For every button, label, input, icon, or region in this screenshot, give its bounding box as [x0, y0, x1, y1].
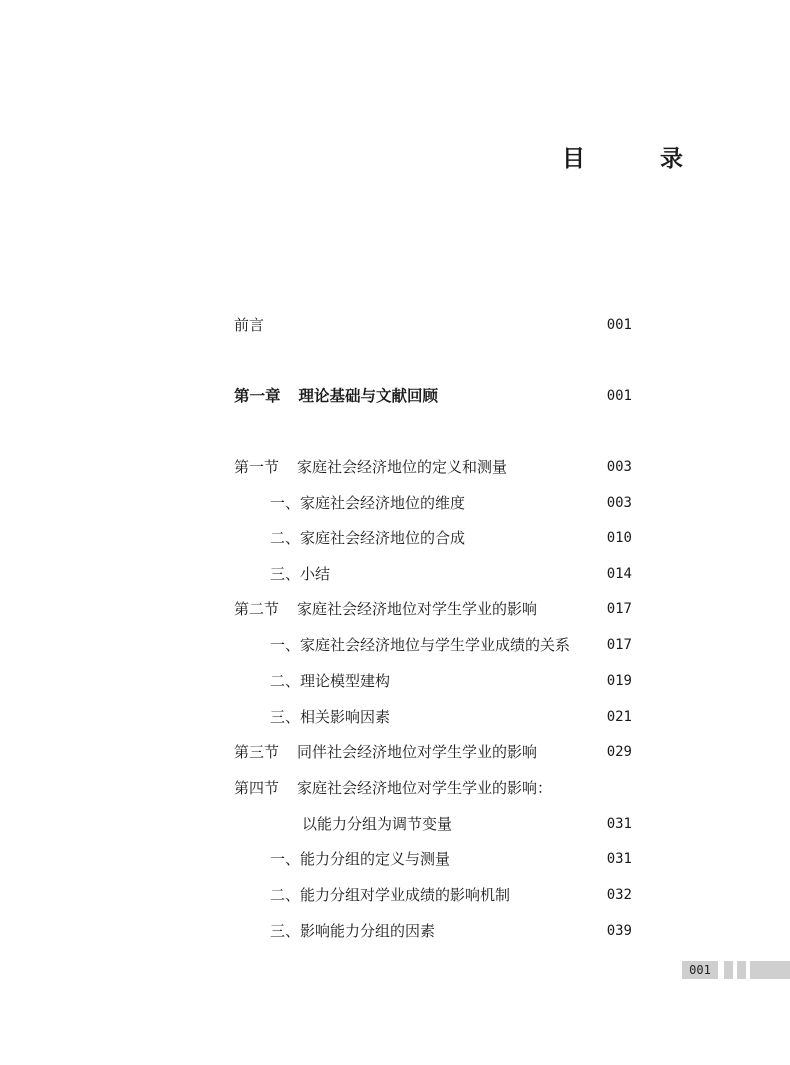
section-number: 第二节 [234, 600, 280, 618]
toc-label: 一、家庭社会经济地位与学生学业成绩的关系 [270, 636, 571, 654]
toc-page-number: 021 [606, 709, 632, 725]
toc-page-number: 001 [606, 317, 632, 333]
toc-page-number: 017 [606, 601, 632, 617]
footer-page-number: 001 [682, 961, 718, 979]
toc-page-number: 029 [606, 744, 632, 760]
toc-label: 二、能力分组对学业成绩的影响机制 [270, 886, 511, 904]
toc-label: 同伴社会经济地位对学生学业的影响 [297, 743, 538, 761]
toc-label: 一、能力分组的定义与测量 [270, 850, 451, 868]
toc-entry-section-4[interactable] [234, 776, 632, 800]
toc-entry-section-1[interactable] [234, 455, 632, 479]
toc-entry-item[interactable] [234, 526, 632, 550]
toc-entry-section-3[interactable] [234, 740, 632, 764]
toc-entry-item[interactable] [234, 705, 632, 729]
toc-entry-item[interactable] [234, 633, 632, 657]
toc-page-number: 032 [606, 887, 632, 903]
toc-label: 三、影响能力分组的因素 [270, 922, 436, 940]
toc-entry-section-2[interactable] [234, 597, 632, 621]
toc-entry-preface[interactable] [234, 313, 632, 337]
footer-bar [750, 961, 790, 979]
toc-label: 以能力分组为调节变量 [302, 815, 453, 833]
footer-bar [724, 961, 733, 979]
toc-entry-item[interactable] [234, 669, 632, 693]
toc-entry-item[interactable] [234, 562, 632, 586]
toc-entry-continuation[interactable] [234, 812, 632, 836]
section-number: 第四节 [234, 779, 280, 797]
toc-page-number: 014 [606, 566, 632, 582]
toc-label: 二、理论模型建构 [270, 672, 391, 690]
page-title: 目 录 [562, 145, 709, 172]
toc-page-number: 019 [606, 673, 632, 689]
toc-page-number: 001 [606, 388, 632, 404]
toc-label: 家庭社会经济地位对学生学业的影响 [297, 600, 538, 618]
toc-label: 三、相关影响因素 [270, 708, 391, 726]
toc-page-number: 010 [606, 530, 632, 546]
toc-entry-item[interactable] [234, 883, 632, 907]
toc-page-number: 039 [606, 923, 632, 939]
toc-label: 理论基础与文献回顾 [298, 386, 439, 405]
toc-page-number: 031 [606, 816, 632, 832]
toc-entry-item[interactable] [234, 491, 632, 515]
section-number: 第一节 [234, 458, 280, 476]
toc-label: 三、小结 [270, 565, 331, 583]
toc-page-number: 003 [606, 495, 632, 511]
toc-page-number: 017 [606, 637, 632, 653]
footer-bar [737, 961, 746, 979]
toc-entry-item[interactable] [234, 919, 632, 943]
toc-entry-chapter-1[interactable] [234, 384, 632, 408]
toc-label: 家庭社会经济地位的定义和测量 [297, 458, 508, 476]
toc-label: 一、家庭社会经济地位的维度 [270, 494, 466, 512]
toc-page-number: 003 [606, 459, 632, 475]
toc-entry-item[interactable] [234, 847, 632, 871]
toc-page-number: 031 [606, 851, 632, 867]
toc-label: 家庭社会经济地位对学生学业的影响： [297, 779, 553, 797]
chapter-number: 第一章 [234, 386, 281, 405]
table-of-contents [234, 0, 632, 1065]
toc-label: 二、家庭社会经济地位的合成 [270, 529, 466, 547]
page-footer [682, 961, 790, 979]
toc-label: 前言 [234, 316, 265, 334]
section-number: 第三节 [234, 743, 280, 761]
